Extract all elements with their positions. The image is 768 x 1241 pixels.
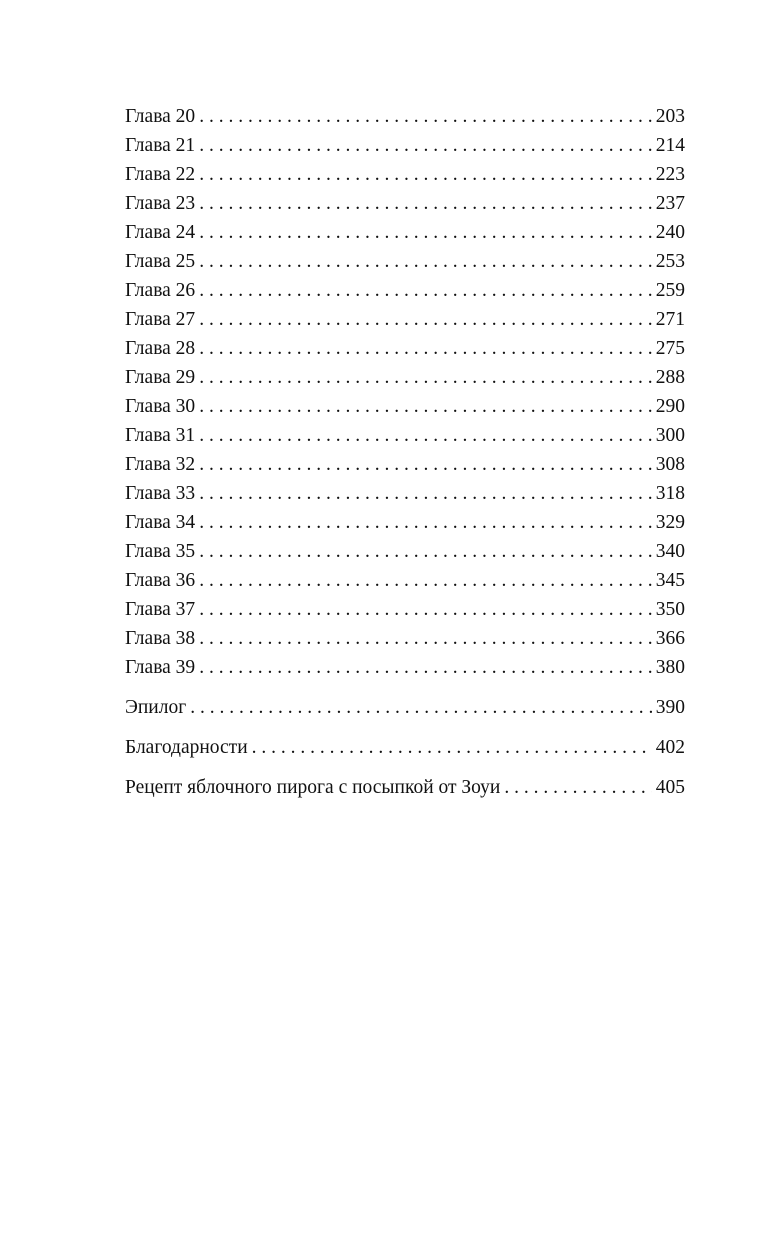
- dot-leader: [186, 693, 652, 722]
- dot-leader: [248, 733, 652, 762]
- toc-entry-title: Рецепт яблочного пирога с посыпкой от Зоуи: [125, 777, 501, 798]
- toc-row-chapter-24: [125, 218, 685, 247]
- toc-row-chapter-20: [125, 102, 685, 131]
- toc-page-number: 223: [655, 164, 685, 185]
- toc-row-recipe: [125, 773, 685, 802]
- toc-page-number: 308: [655, 454, 685, 475]
- toc-row-chapter-36: [125, 566, 685, 595]
- toc-entry-title: Глава 38: [125, 628, 196, 649]
- dot-leader: [195, 566, 652, 595]
- toc-page-number: 290: [655, 396, 685, 417]
- toc-page-number: 350: [655, 599, 685, 620]
- toc-entry-title: Глава 35: [125, 541, 196, 562]
- toc-row-chapter-30: [125, 392, 685, 421]
- toc-page-number: 345: [655, 570, 685, 591]
- dot-leader: [195, 450, 652, 479]
- toc-entry-title: Глава 22: [125, 164, 196, 185]
- toc-row-chapter-27: [125, 305, 685, 334]
- toc-row-chapter-29: [125, 363, 685, 392]
- dot-leader: [195, 421, 652, 450]
- toc-entry-title: Глава 31: [125, 425, 196, 446]
- toc-page-number: 380: [655, 657, 685, 678]
- dot-leader: [195, 305, 652, 334]
- toc-entry-title: Глава 27: [125, 309, 196, 330]
- toc-entry-title: Глава 30: [125, 396, 196, 417]
- table-of-contents: [125, 102, 685, 802]
- toc-page-number: 300: [655, 425, 685, 446]
- toc-entry-title: Глава 33: [125, 483, 196, 504]
- toc-page-number: 253: [655, 251, 685, 272]
- toc-row-acknowledgements: [125, 733, 685, 762]
- toc-row-chapter-31: [125, 421, 685, 450]
- toc-page-number: 318: [655, 483, 685, 504]
- toc-page-number: 271: [655, 309, 685, 330]
- toc-entry-title: Глава 29: [125, 367, 196, 388]
- toc-row-chapter-21: [125, 131, 685, 160]
- toc-page-number: 390: [655, 697, 685, 718]
- dot-leader: [195, 653, 652, 682]
- toc-row-chapter-25: [125, 247, 685, 276]
- toc-page-number: 329: [655, 512, 685, 533]
- toc-row-chapter-37: [125, 595, 685, 624]
- toc-page-number: 405: [655, 777, 685, 798]
- toc-page-number: 366: [655, 628, 685, 649]
- toc-page-number: 237: [655, 193, 685, 214]
- toc-entry-title: Глава 25: [125, 251, 196, 272]
- toc-row-chapter-23: [125, 189, 685, 218]
- toc-page-number: 259: [655, 280, 685, 301]
- toc-entry-title: Эпилог: [125, 697, 187, 718]
- toc-page-number: 288: [655, 367, 685, 388]
- dot-leader: [195, 537, 652, 566]
- toc-entry-title: Глава 36: [125, 570, 196, 591]
- toc-row-chapter-39: [125, 653, 685, 682]
- dot-leader: [195, 189, 652, 218]
- dot-leader: [195, 595, 652, 624]
- dot-leader: [195, 247, 652, 276]
- dot-leader: [195, 392, 652, 421]
- toc-entry-title: Глава 28: [125, 338, 196, 359]
- dot-leader: [195, 624, 652, 653]
- toc-row-chapter-22: [125, 160, 685, 189]
- toc-page-number: 402: [655, 737, 685, 758]
- toc-entry-title: Глава 23: [125, 193, 196, 214]
- dot-leader: [195, 334, 652, 363]
- toc-entry-title: Глава 32: [125, 454, 196, 475]
- toc-entry-title: Благодарности: [125, 737, 248, 758]
- toc-row-chapter-34: [125, 508, 685, 537]
- toc-page-number: 240: [655, 222, 685, 243]
- dot-leader: [500, 773, 651, 802]
- toc-row-chapter-35: [125, 537, 685, 566]
- dot-leader: [195, 102, 652, 131]
- toc-row-epilogue: [125, 693, 685, 722]
- toc-row-chapter-28: [125, 334, 685, 363]
- toc-entry-title: Глава 37: [125, 599, 196, 620]
- toc-page-number: 275: [655, 338, 685, 359]
- dot-leader: [195, 479, 652, 508]
- toc-entry-title: Глава 21: [125, 135, 196, 156]
- toc-entry-title: Глава 26: [125, 280, 196, 301]
- dot-leader: [195, 160, 652, 189]
- toc-entry-title: Глава 39: [125, 657, 196, 678]
- toc-row-chapter-26: [125, 276, 685, 305]
- toc-page-number: 203: [655, 106, 685, 127]
- toc-row-chapter-38: [125, 624, 685, 653]
- dot-leader: [195, 131, 652, 160]
- toc-row-chapter-32: [125, 450, 685, 479]
- dot-leader: [195, 218, 652, 247]
- dot-leader: [195, 276, 652, 305]
- toc-entry-title: Глава 24: [125, 222, 196, 243]
- toc-entry-title: Глава 34: [125, 512, 196, 533]
- toc-row-chapter-33: [125, 479, 685, 508]
- toc-page-number: 214: [655, 135, 685, 156]
- dot-leader: [195, 508, 652, 537]
- dot-leader: [195, 363, 652, 392]
- toc-page-number: 340: [655, 541, 685, 562]
- toc-entry-title: Глава 20: [125, 106, 196, 127]
